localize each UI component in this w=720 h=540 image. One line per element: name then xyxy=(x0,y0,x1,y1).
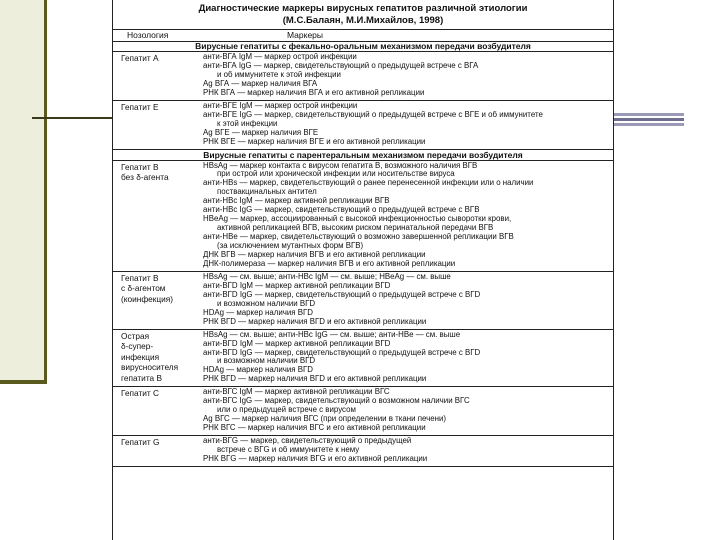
nosology-name xyxy=(121,273,173,305)
title-line-2: (М.С.Балаян, М.И.Михайлов, 1998) xyxy=(282,15,444,26)
marker-line: HBeAg — маркер, ассоциированный с высокой инфекционностью сыворотки крови, xyxy=(203,215,512,224)
decorative-side-band-bottom xyxy=(0,380,47,384)
marker-line: (за исключением мутантных форм ВГВ) xyxy=(217,242,364,251)
table-row xyxy=(113,330,613,388)
table-row xyxy=(113,52,613,101)
marker-line: анти-ВГD IgM — маркер активной репликации ВГD xyxy=(203,281,391,290)
marker-list xyxy=(203,273,608,327)
marker-line: и возможном наличии ВГD xyxy=(217,299,316,308)
table-row xyxy=(113,161,613,272)
marker-list xyxy=(203,331,608,385)
marker-line: анти-ВГD IgG — маркер, свидетельствующий о предыдущей встрече с ВГD xyxy=(203,290,481,299)
decorative-side-band-edge xyxy=(44,0,47,383)
nosology-name-line: инфекция xyxy=(121,351,160,362)
marker-list xyxy=(203,437,608,464)
marker-line: встрече с ВГG и об иммунитете к нему xyxy=(217,446,360,454)
marker-line: HBsAg — см. выше; анти-HBc IgG — см. выше; анти-HBe — см. выше xyxy=(203,330,461,339)
marker-line: анти-HBc IgM — маркер активной репликации ВГВ xyxy=(203,197,390,206)
marker-line: РНК ВГЕ — маркер наличия ВГЕ и его активной репликации xyxy=(203,137,426,146)
marker-line: анти-ВГС IgG — маркер, свидетельствующий о возможном наличии ВГС xyxy=(203,397,470,406)
marker-line: РНК ВГD — маркер наличия ВГD и его активной репликации xyxy=(203,317,427,326)
nosology-name-line: без δ-агента xyxy=(121,172,169,182)
marker-line: анти-HBe — маркер, свидетельствующий о возможно завершенной репликации ВГВ xyxy=(203,233,514,242)
nosology-name xyxy=(121,53,159,64)
marker-line: анти-ВГG — маркер, свидетельствующий о предыдущей xyxy=(203,437,412,446)
marker-list xyxy=(203,102,608,147)
decorative-side-band xyxy=(0,0,47,383)
marker-list xyxy=(203,162,608,269)
marker-line: HBsAg — маркер контакта с вирусом гепатита В, возможного наличия ВГВ xyxy=(203,161,478,170)
nosology-name-line: Острая xyxy=(121,330,150,341)
nosology-name xyxy=(121,388,159,399)
nosology-name-line: Гепатит В xyxy=(121,161,159,172)
marker-line: Ag ВГА — маркер наличия ВГА xyxy=(203,79,318,88)
marker-line: активной репликацией ВГВ, высоким риском перинатальной передачи ВГВ xyxy=(217,224,494,233)
marker-line: анти-ВГА IgM — маркер острой инфекции xyxy=(203,53,357,61)
marker-line: Ag ВГС — маркер наличия ВГС (при определении в ткани печени) xyxy=(203,415,447,424)
nosology-name-line: Гепатит С xyxy=(121,388,160,399)
nosology-name-line: (коинфекция) xyxy=(121,293,174,304)
marker-line: РНК ВГА — маркер наличия ВГА и его активной репликации xyxy=(203,88,425,97)
nosology-name xyxy=(121,162,169,183)
title-line-1: Диагностические маркеры вирусных гепатитов различной этиологии xyxy=(198,3,528,14)
marker-list xyxy=(203,388,608,433)
header-nosology: Нозология xyxy=(127,30,169,40)
nosology-name xyxy=(121,437,159,448)
table-row xyxy=(113,272,613,330)
nosology-name xyxy=(121,331,178,384)
decorative-rule-right xyxy=(614,113,684,127)
marker-line: анти-ВГЕ IgG — маркер, свидетельствующий о предыдущей встрече с ВГЕ и об иммунитете xyxy=(203,110,543,119)
nosology-name-line: Гепатит А xyxy=(121,53,159,63)
nosology-name-line: гепатита В xyxy=(121,372,162,383)
marker-line: при острой или хронической инфекции или носительстве вируса xyxy=(217,170,455,179)
header-markers: Маркеры xyxy=(287,30,324,40)
marker-line: анти-HBc IgG — маркер, свидетельствующий о предыдущей встрече с ВГВ xyxy=(203,206,480,215)
marker-line: анти-ВГD IgM — маркер активной репликации ВГD xyxy=(203,339,391,348)
marker-line: Ag ВГЕ — маркер наличия ВГЕ xyxy=(203,128,319,137)
table-row xyxy=(113,436,613,467)
marker-line: и возможном наличии ВГD xyxy=(217,357,316,366)
section-heading: Вирусные гепатиты с парентеральным механизмом передачи возбудителя xyxy=(113,150,613,161)
nosology-name-line: с δ-агентом xyxy=(121,283,166,294)
marker-line: РНК ВГС — маркер наличия ВГС и его активной репликации xyxy=(203,424,426,433)
marker-line: поствакцинальных антител xyxy=(217,188,317,197)
marker-line: анти-ВГА IgG — маркер, свидетельствующий о предыдущей встрече с ВГА xyxy=(203,61,479,70)
nosology-name-line: Гепатит G xyxy=(121,437,160,448)
decorative-rule-left xyxy=(32,117,112,119)
marker-line: HBsAg — см. выше; анти-HBc IgM — см. выше; HBeAg — см. выше xyxy=(203,272,451,281)
nosology-name-line: Гепатит В xyxy=(121,272,159,283)
marker-list xyxy=(203,53,608,98)
section-heading: Вирусные гепатиты с фекально-оральным механизмом передачи возбудителя xyxy=(113,41,613,52)
nosology-name-line: вирусносителя xyxy=(121,362,179,373)
marker-line: РНК ВГG — маркер наличия ВГG и его активной репликации xyxy=(203,454,428,463)
nosology-name-line: Гепатит Е xyxy=(121,101,159,112)
nosology-name xyxy=(121,102,159,113)
table-title xyxy=(113,3,613,27)
marker-line: ДНК-полимераза — маркер наличия ВГВ и его активной репликации xyxy=(203,259,456,268)
marker-line: анти-HBs — маркер, свидетельствующий о ранее перенесенной инфекции или о наличии xyxy=(203,179,534,188)
marker-line: HDAg — маркер наличия ВГD xyxy=(203,308,314,317)
marker-line: или о предыдущей встрече с вирусом xyxy=(217,406,356,415)
marker-line: анти-ВГD IgG — маркер, свидетельствующий о предыдущей встрече с ВГD xyxy=(203,348,481,357)
marker-line: к этой инфекции xyxy=(217,119,278,128)
marker-line: ДНК ВГВ — маркер наличия ВГВ и его активной репликации xyxy=(203,251,426,260)
table-row xyxy=(113,387,613,436)
marker-line: и об иммунитете к этой инфекции xyxy=(217,70,341,79)
table-row xyxy=(113,101,613,150)
marker-line: HDAg — маркер наличия ВГD xyxy=(203,366,314,375)
marker-line: анти-ВГЕ IgM — маркер острой инфекции xyxy=(203,101,358,110)
marker-line: анти-ВГС IgM — маркер активной репликации ВГС xyxy=(203,388,390,397)
nosology-name-line: δ-супер- xyxy=(121,341,154,352)
marker-line: РНК ВГD — маркер наличия ВГD и его активной репликации xyxy=(203,375,427,384)
document-table xyxy=(112,0,614,540)
